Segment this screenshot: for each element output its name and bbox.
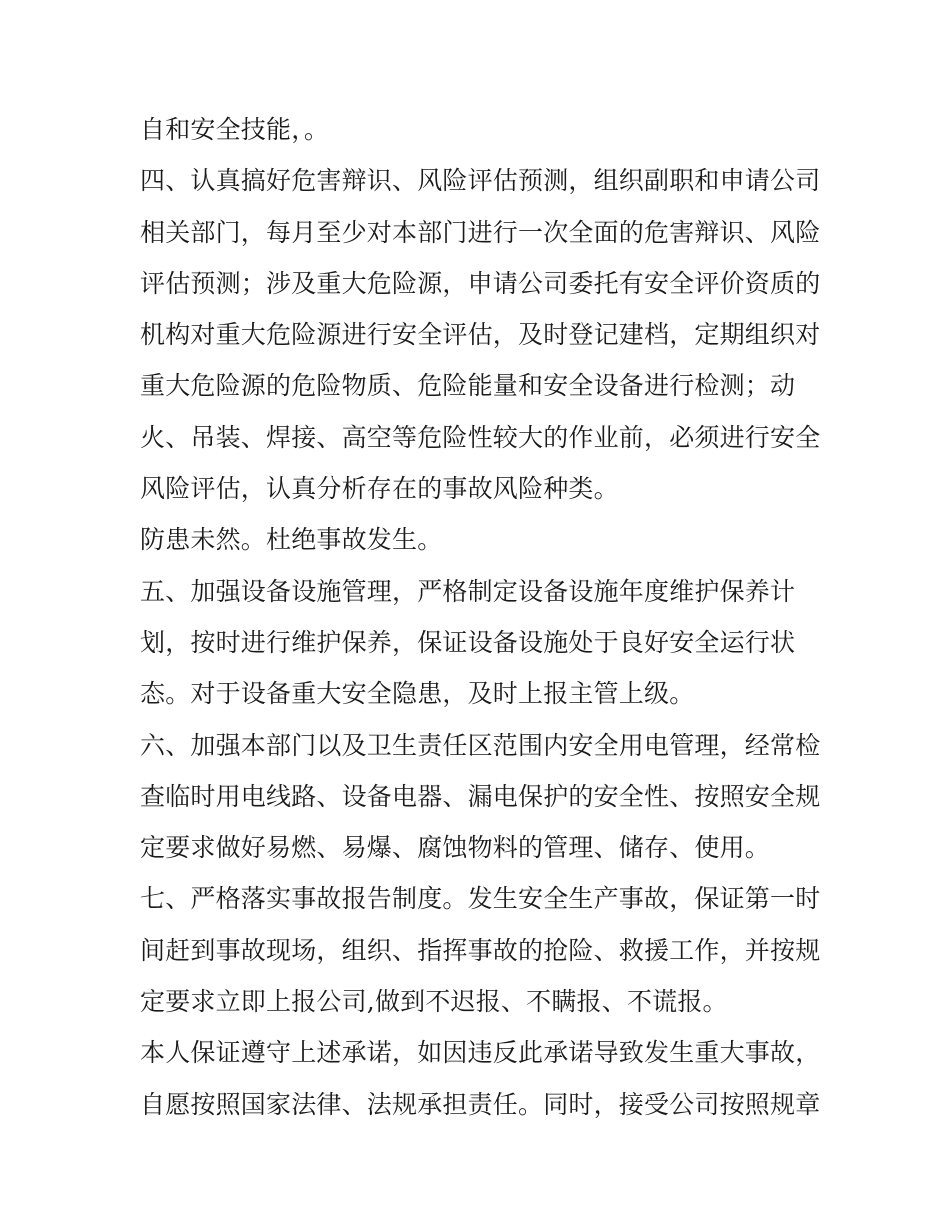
text-line: 四、认真搞好危害辩识、风险评估预测，组织副职和申请公司 bbox=[140, 166, 821, 196]
text-line: 相关部门，每月至少对本部门进行一次全面的危害辩识、风险 bbox=[140, 217, 821, 247]
text-line: 五、加强设备设施管理，严格制定设备设施年度维护保养计 bbox=[140, 576, 796, 606]
text-line: 七、严格落实事故报告制度。发生安全生产事故，保证第一时 bbox=[140, 884, 821, 914]
text-line: 六、加强本部门以及卫生责任区范围内安全用电管理，经常检 bbox=[140, 730, 821, 760]
text-line: 间赶到事故现场，组织、指挥事故的抢险、救援工作，并按规 bbox=[140, 935, 821, 965]
text-line: 自和安全技能，。 bbox=[140, 115, 330, 144]
text-line: 定要求做好易燃、易爆、腐蚀物料的管理、储存、使用。 bbox=[140, 833, 771, 863]
text-line: 重大危险源的危险物质、危险能量和安全设备进行检测；动 bbox=[140, 371, 796, 401]
text-line: 自愿按照国家法律、法规承担责任。同时，接受公司按照规章 bbox=[140, 1089, 821, 1119]
text-line: 评估预测；涉及重大危险源，申请公司委托有安全评价资质的 bbox=[140, 268, 821, 298]
text-line: 定要求立即上报公司,做到不迟报、不瞒报、不谎报。 bbox=[140, 987, 728, 1017]
text-line: 火、吊装、焊接、高空等危险性较大的作业前，必须进行安全 bbox=[140, 422, 821, 452]
text-line: 查临时用电线路、设备电器、漏电保护的安全性、按照安全规 bbox=[140, 781, 821, 811]
text-line: 本人保证遵守上述承诺，如因违反此承诺导致发生重大事故， bbox=[140, 1038, 821, 1068]
text-line: 风险评估，认真分析存在的事故风险种类。 bbox=[140, 474, 619, 504]
document-body bbox=[140, 108, 821, 1134]
text-line: 态。对于设备重大安全隐患，及时上报主管上级。 bbox=[140, 679, 695, 709]
text-line: 机构对重大危险源进行安全评估，及时登记建档，定期组织对 bbox=[140, 320, 821, 350]
text-line: 划，按时进行维护保养，保证设备设施处于良好安全运行状 bbox=[140, 627, 796, 657]
text-line: 防患未然。杜绝事故发生。 bbox=[140, 525, 443, 555]
